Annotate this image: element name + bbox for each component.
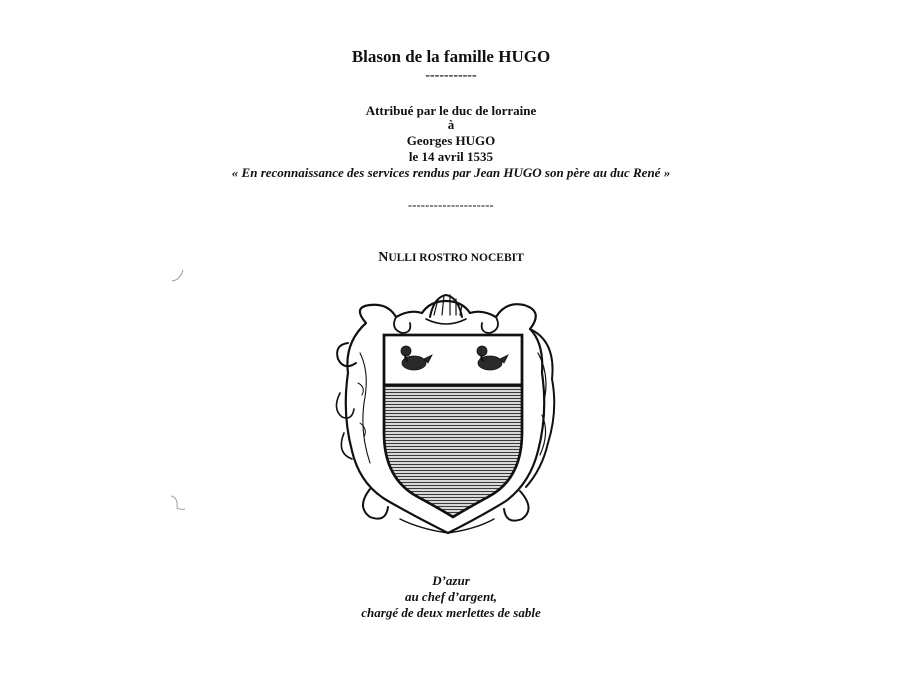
title-separator: ----------- — [425, 68, 477, 83]
punch-hole-icon — [168, 494, 186, 512]
to-line: à — [447, 117, 455, 132]
blazon-line-3: chargé de deux merlettes de sable — [361, 605, 541, 620]
date-line: le 14 avril 1535 — [408, 149, 494, 164]
coat-of-arms-icon — [330, 283, 562, 538]
motto — [0, 250, 902, 266]
recipient-line: Georges HUGO — [406, 133, 496, 148]
attribution-line: Attribué par le duc de lorraine — [365, 103, 537, 118]
blazon-line-1: D’azur — [432, 573, 470, 588]
motto-rest: ULLI ROSTRO NOCEBIT — [388, 252, 524, 264]
punch-hole-icon — [168, 266, 186, 284]
section-separator: -------------------- — [408, 198, 494, 212]
motto-initial: N — [378, 250, 389, 265]
blazon-line-2: au chef d’argent, — [404, 589, 498, 604]
page-title: Blason de la famille HUGO — [351, 47, 551, 66]
quote-line: « En reconnaissance des services rendus par Jean HUGO son père au duc René » — [231, 165, 671, 180]
